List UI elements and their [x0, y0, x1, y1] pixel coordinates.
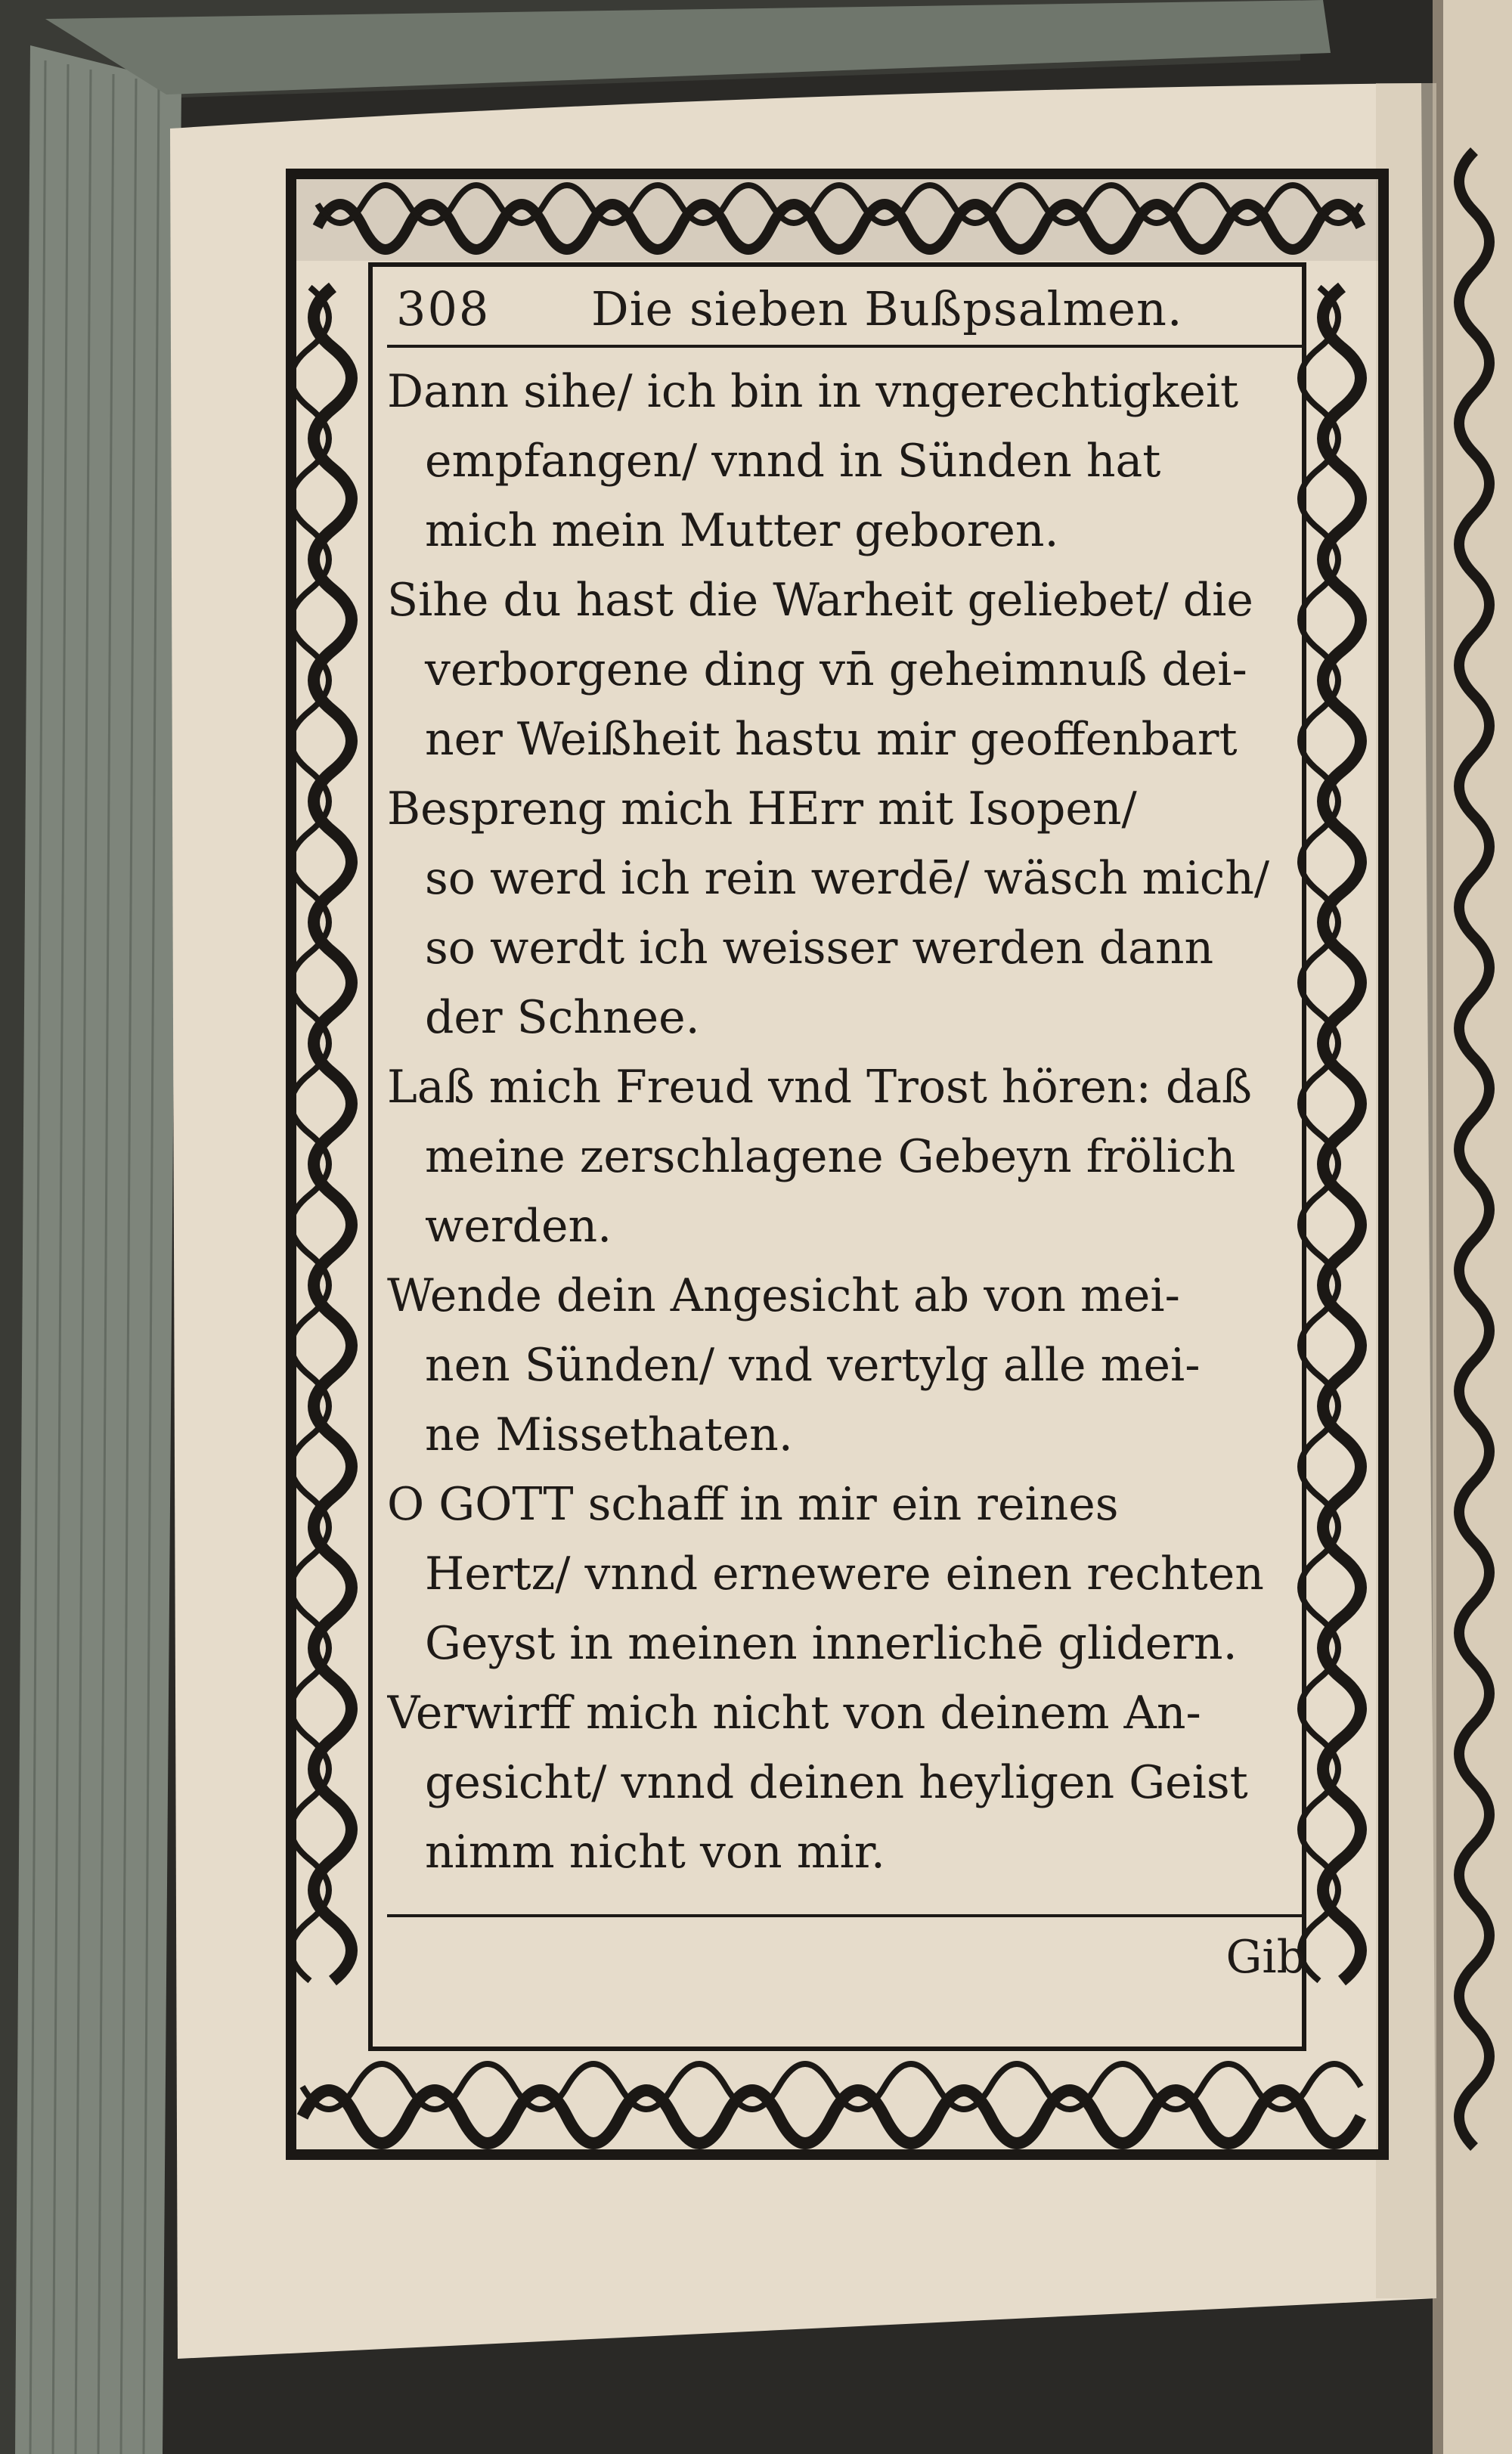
text-line: meine zerschlagene Gebeyn frölich [425, 1130, 1236, 1183]
text-line: Hertz/ vnnd ernewere einen rechten [425, 1548, 1264, 1600]
catchword: Gib [1225, 1931, 1306, 1984]
text-line: ner Weißheit hastu mir geoffenbart [425, 713, 1238, 766]
ornament-top [295, 178, 1380, 261]
text-line: empfangen/ vnnd in Sünden hat [425, 435, 1161, 488]
text-line: O GOTT schaff in mir ein reines [387, 1478, 1119, 1531]
text-line: Bespreng mich HErr mit Isopen/ [387, 782, 1137, 835]
text-line: werden. [425, 1200, 612, 1253]
text-line: Verwirff mich nicht von deinem An- [387, 1687, 1201, 1740]
running-title: Die sieben Bußpsalmen. [591, 281, 1183, 336]
printed-page [387, 275, 1306, 2006]
text-line: der Schnee. [425, 991, 700, 1044]
page-header [387, 275, 1306, 348]
text-line: Wende dein Angesicht ab von mei- [387, 1269, 1180, 1322]
text-line: gesicht/ vnnd deinen heyligen Geist [425, 1756, 1248, 1809]
text-line: Sihe du hast die Warheit geliebet/ die [387, 574, 1253, 627]
page-number: 308 [396, 281, 491, 336]
text-line: so werdt ich weisser werden dann [425, 922, 1214, 974]
psalm-text [387, 357, 1306, 1887]
text-line: Dann sihe/ ich bin in vngerechtigkeit [387, 365, 1239, 418]
text-line: nen Sünden/ vnd vertylg alle mei- [425, 1339, 1201, 1392]
bottom-rule [387, 1914, 1306, 1917]
text-line: so werd ich rein werdē/ wäsch mich/ [425, 852, 1270, 905]
text-line: mich mein Mutter geboren. [425, 504, 1059, 557]
text-line: Geyst in meinen innerlichē glidern. [425, 1617, 1238, 1670]
text-line: ne Missethaten. [425, 1408, 793, 1461]
text-line: nimm nicht von mir. [425, 1826, 885, 1879]
text-line: Laß mich Freud vnd Trost hören: daß [387, 1061, 1253, 1114]
text-line: verborgene ding vn̄ geheimnuß dei- [425, 643, 1247, 696]
